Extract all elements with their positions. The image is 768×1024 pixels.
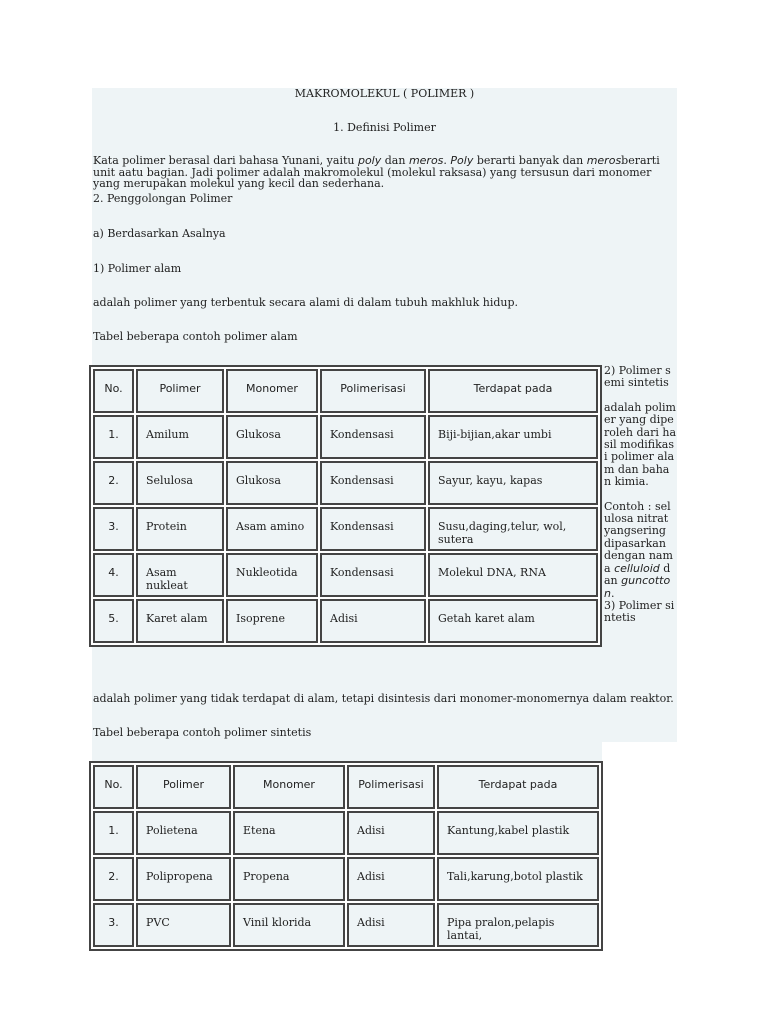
cell-terdapat-pada: Biji-bijian,akar umbi — [428, 415, 598, 459]
sintetis-heading: 3) Polimer sintetis — [604, 598, 675, 625]
cell-polimer: Protein — [136, 507, 224, 551]
table-row — [93, 415, 598, 459]
cell-monomer: Nukleotida — [226, 553, 318, 597]
cell-polimer: Polietena — [136, 811, 231, 855]
header-monomer: Monomer — [233, 765, 345, 809]
semi-sintetis-example: Contoh : selulosa nitrat yangsering dipasarkan dengan nama celluloid dan guncotton. — [604, 499, 673, 600]
section-definisi-heading: 1. Definisi Polimer — [333, 121, 436, 134]
header-terdapat-pada: Terdapat pada — [437, 765, 599, 809]
intro-paragraph: Kata polimer berasal dari bahasa Yunani, yaitu poly dan meros. Poly berarti banyak dan merosberarti unit aatu bagian. Jadi polimer adalah makromolekul (molekul raksasa) yang tersusun dari monomer yang merupakan molekul yang kecil dan sederhana. — [93, 154, 660, 190]
cell-polimerisasi: Kondensasi — [320, 507, 426, 551]
cell-monomer: Glukosa — [226, 461, 318, 505]
table-row — [93, 599, 598, 643]
cell-monomer: Glukosa — [226, 415, 318, 459]
header-monomer: Monomer — [226, 369, 318, 413]
section-penggolongan-heading: 2. Penggolongan Polimer — [93, 192, 233, 205]
cell-no: 2. — [93, 857, 134, 901]
header-polimerisasi: Polimerisasi — [320, 369, 426, 413]
table-header-row — [93, 765, 599, 809]
subsection-polimer-alam: 1) Polimer alam — [93, 262, 182, 275]
table-row — [93, 857, 599, 901]
subsection-asal: a) Berdasarkan Asalnya — [93, 227, 226, 240]
cell-terdapat-pada: Susu,daging,telur, wol, sutera — [428, 507, 598, 551]
cell-terdapat-pada: Pipa pralon,pelapis lantai, — [437, 903, 599, 947]
caption-table-sintetis: Tabel beberapa contoh polimer sintetis — [93, 726, 312, 739]
table-row — [93, 903, 599, 947]
cell-terdapat-pada: Getah karet alam — [428, 599, 598, 643]
cell-polimerisasi: Adisi — [320, 599, 426, 643]
definition-polimer-sintetis: adalah polimer yang tidak terdapat di alam, tetapi disintesis dari monomer-monomernya dalam reaktor. — [93, 692, 674, 705]
table-polimer-alam — [89, 365, 602, 647]
cell-polimerisasi: Adisi — [347, 857, 435, 901]
cell-monomer: Isoprene — [226, 599, 318, 643]
cell-polimer: Polipropena — [136, 857, 231, 901]
header-polimer: Polimer — [136, 765, 231, 809]
cell-monomer: Vinil klorida — [233, 903, 345, 947]
sidebar-semi-sintetis — [604, 365, 676, 625]
semi-sintetis-heading: 2) Polimer semi sintetis — [604, 364, 671, 390]
cell-polimerisasi: Kondensasi — [320, 461, 426, 505]
cell-polimerisasi: Kondensasi — [320, 553, 426, 597]
header-no: No. — [93, 369, 134, 413]
header-polimer: Polimer — [136, 369, 224, 413]
cell-polimerisasi: Adisi — [347, 811, 435, 855]
cell-polimer: PVC — [136, 903, 231, 947]
definition-polimer-alam: adalah polimer yang terbentuk secara alami di dalam tubuh makhluk hidup. — [93, 296, 519, 309]
header-no: No. — [93, 765, 134, 809]
caption-table-alam: Tabel beberapa contoh polimer alam — [93, 330, 298, 343]
cell-polimer: Selulosa — [136, 461, 224, 505]
cell-terdapat-pada: Molekul DNA, RNA — [428, 553, 598, 597]
header-terdapat-pada: Terdapat pada — [428, 369, 598, 413]
table-row — [93, 507, 598, 551]
cell-terdapat-pada: Tali,karung,botol plastik — [437, 857, 599, 901]
table-row — [93, 461, 598, 505]
cell-monomer: Etena — [233, 811, 345, 855]
cell-monomer: Asam amino — [226, 507, 318, 551]
cell-no: 4. — [93, 553, 134, 597]
cell-no: 2. — [93, 461, 134, 505]
table-header-row — [93, 369, 598, 413]
table-row — [93, 553, 598, 597]
semi-sintetis-definition: adalah polimer yang diperoleh dari hasil modifikasi polimer alam dan bahan kimia. — [604, 400, 677, 489]
cell-polimer: Amilum — [136, 415, 224, 459]
table-polimer-sintetis — [89, 761, 603, 951]
cell-polimerisasi: Adisi — [347, 903, 435, 947]
cell-monomer: Propena — [233, 857, 345, 901]
cell-polimer: Asam nukleat — [136, 553, 224, 597]
cell-no: 3. — [93, 903, 134, 947]
cell-no: 3. — [93, 507, 134, 551]
table-row — [93, 811, 599, 855]
page-title: MAKROMOLEKUL ( POLIMER ) — [294, 87, 475, 100]
cell-no: 5. — [93, 599, 134, 643]
header-polimerisasi: Polimerisasi — [347, 765, 435, 809]
cell-no: 1. — [93, 811, 134, 855]
cell-polimerisasi: Kondensasi — [320, 415, 426, 459]
cell-terdapat-pada: Kantung,kabel plastik — [437, 811, 599, 855]
cell-no: 1. — [93, 415, 134, 459]
cell-terdapat-pada: Sayur, kayu, kapas — [428, 461, 598, 505]
cell-polimer: Karet alam — [136, 599, 224, 643]
